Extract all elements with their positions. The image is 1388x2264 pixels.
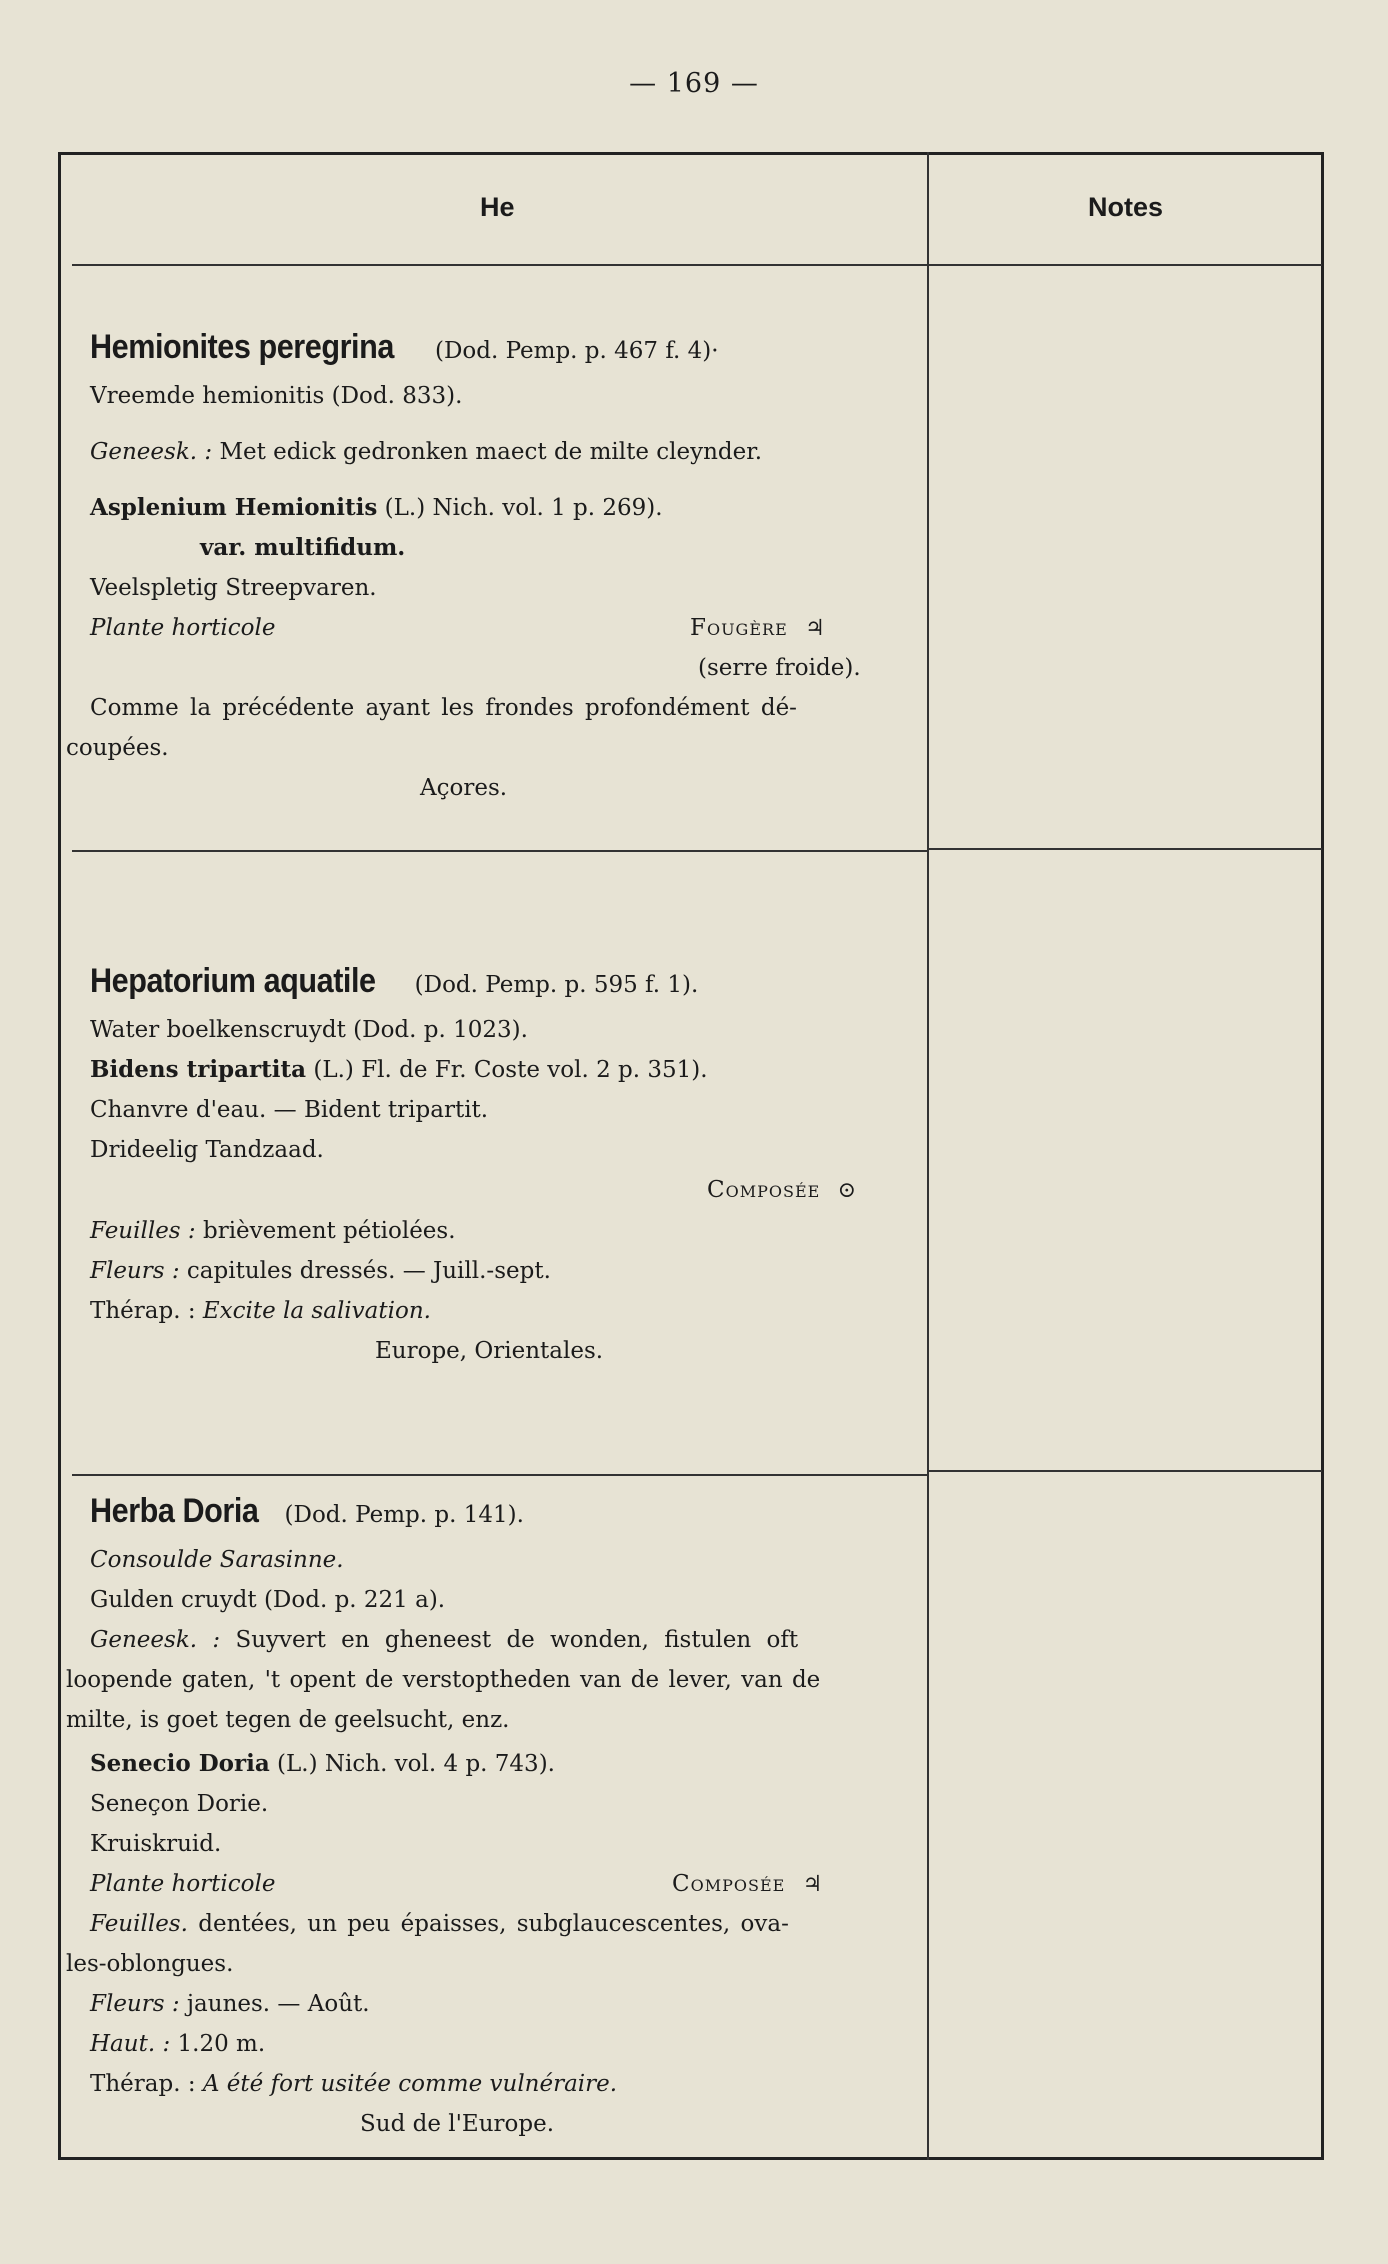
entry-divider-1 [72,850,927,852]
category: Plante horticole [90,1871,276,1897]
geneesk-line-2: loopende gaten, 't opent de verstoptheden van de lever, van de [66,1667,821,1693]
description-line-1: Comme la précédente ayant les frondes profondément dé- [90,695,797,721]
geneesk-label: Geneesk. : [90,1627,221,1653]
entry-divider-2 [72,1474,927,1476]
origin: Sud de l'Europe. [360,2111,555,2137]
origin: Açores. [420,775,508,801]
entry-reference: (Dod. Pemp. p. 141). [284,1502,524,1528]
dutch-name: Veelspletig Streepvaren. [90,575,377,601]
fleurs-label: Fleurs : [90,1991,180,2017]
entry-hemionites [66,322,910,808]
notes-divider-1 [929,848,1322,850]
french-name: Seneçon Dorie. [90,1791,269,1817]
fleurs-text: jaunes. — Août. [186,1991,370,2017]
entry-hepatorium [90,956,910,1371]
botanical-reference: (L.) Fl. de Fr. Coste vol. 2 p. 351). [313,1057,708,1083]
description-line-2: coupées. [66,735,169,761]
notes-divider-2 [929,1470,1322,1472]
feuilles-label: Feuilles : [90,1218,196,1244]
column-header-notes: Notes [1088,192,1164,222]
flemish-name: Vreemde hemionitis (Dod. 833). [90,383,463,409]
flemish-name: Water boelkenscruydt (Dod. p. 1023). [90,1017,528,1043]
family-symbol: ⊙ [837,1178,857,1203]
family-symbol: ♃ [802,1872,823,1897]
entry-title: Hemionites peregrina [90,328,394,366]
botanical-reference: (L.) Nich. vol. 4 p. 743). [277,1751,555,1777]
geneesk-line-1: Suyvert en gheneest de wonden, fistulen oft [235,1627,799,1653]
family: Composée [707,1177,821,1203]
therap-label: Thérap. : [90,2071,196,2097]
family-symbol: ♃ [805,616,825,641]
botanical-name: Asplenium Hemionitis [90,494,378,521]
family: Fougère [690,615,788,641]
origin: Europe, Orientales. [375,1338,604,1364]
dutch-name: Drideelig Tandzaad. [90,1137,324,1163]
fleurs-text: capitules dressés. — Juill.-sept. [186,1258,551,1284]
column-header-main: He [480,192,515,222]
habitat-note: (serre froide). [698,655,861,681]
feuilles-line-2: les-oblongues. [66,1951,234,1977]
entry-herba-doria [66,1486,910,2144]
family: Composée [672,1871,786,1897]
french-names: Chanvre d'eau. — Bident tripartit. [90,1097,489,1123]
therap-text: Excite la salivation. [202,1298,431,1324]
botanical-reference: (L.) Nich. vol. 1 p. 269). [384,495,663,521]
botanical-name: Senecio Doria [90,1750,270,1777]
botanical-name: Bidens tripartita [90,1056,307,1083]
feuilles-line-1: dentées, un peu épaisses, subglaucescentes, ova- [198,1911,789,1937]
page-number: — 169 — [629,68,759,99]
haut-label: Haut. : [90,2031,171,2057]
old-name: Consoulde Sarasinne. [90,1547,344,1573]
entry-reference: (Dod. Pemp. p. 595 f. 1). [414,972,699,998]
column-divider [927,152,929,2160]
category: Plante horticole [90,615,276,641]
feuilles-label: Feuilles. [90,1911,188,1937]
geneesk-line-3: milte, is goet tegen de geelsucht, enz. [66,1707,510,1733]
haut-text: 1.20 m. [177,2031,266,2057]
feuilles-text: brièvement pétiolées. [202,1218,456,1244]
geneesk-label: Geneesk. : [90,439,213,465]
entry-reference: (Dod. Pemp. p. 467 f. 4)· [434,338,719,364]
dutch-name: Kruiskruid. [90,1831,222,1857]
flemish-name: Gulden cruydt (Dod. p. 221 a). [90,1587,446,1613]
therap-text: A été fort usitée comme vulnéraire. [202,2071,618,2097]
entry-title: Hepatorium aquatile [90,962,376,1000]
header-rule [72,264,1322,266]
fleurs-label: Fleurs : [90,1258,180,1284]
entry-title: Herba Doria [90,1492,259,1530]
geneesk-text: Met edick gedronken maect de milte cleynder. [219,439,763,465]
therap-label: Thérap. : [90,1298,196,1324]
variety: var. multifidum. [200,534,406,561]
